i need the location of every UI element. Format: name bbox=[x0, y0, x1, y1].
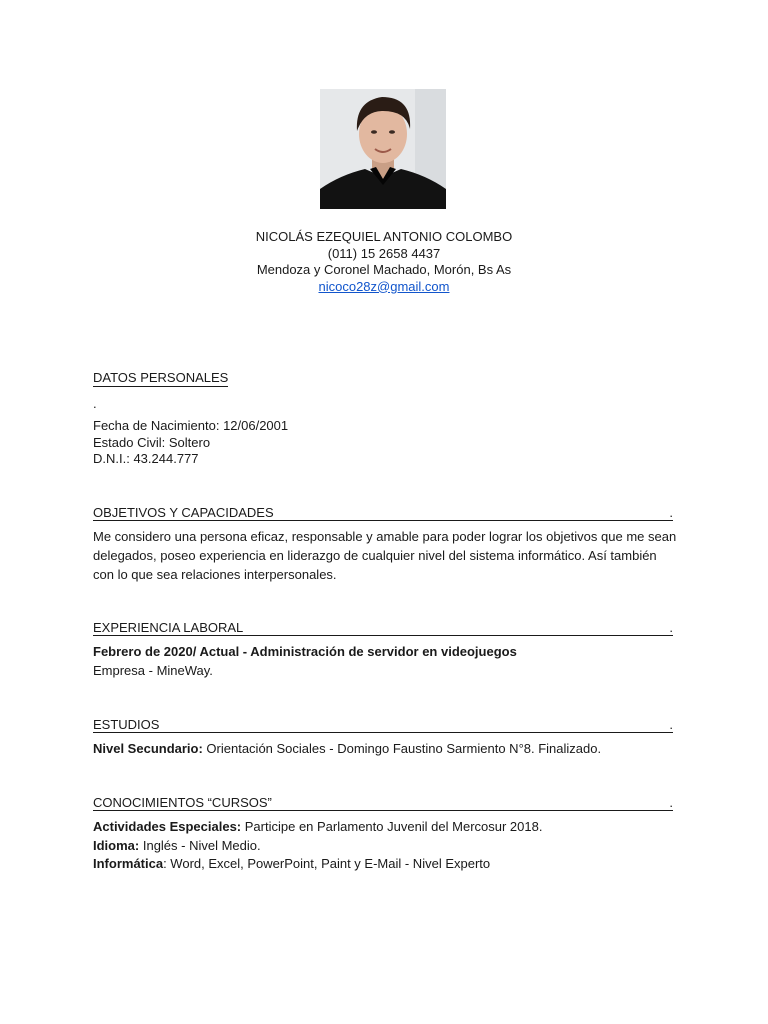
item-label: Actividades Especiales: bbox=[93, 819, 242, 834]
candidate-name: NICOLÁS EZEQUIEL ANTONIO COLOMBO bbox=[255, 229, 513, 244]
estudios-content bbox=[93, 740, 601, 759]
objetivos-dot: . bbox=[669, 505, 673, 520]
section-title-estudios bbox=[93, 717, 673, 733]
marital-status: Estado Civil: Soltero bbox=[93, 434, 211, 450]
section-datos-personales bbox=[93, 370, 228, 387]
job-role: Febrero de 2020/ Actual - Administración de servidor en videojuegos bbox=[93, 644, 517, 659]
list-item bbox=[93, 837, 542, 856]
experiencia-dot: . bbox=[669, 620, 673, 635]
item-label: Idioma: bbox=[93, 837, 140, 853]
item-text: Participe en Parlamento Juvenil del Mercosur 2018. bbox=[241, 819, 543, 834]
datos-fields bbox=[93, 418, 288, 468]
contact-header bbox=[0, 229, 768, 295]
section-title-conocimientos bbox=[93, 795, 673, 811]
birth-date: Fecha de Nacimiento: 12/06/2001 bbox=[93, 418, 289, 433]
experiencia-title-text: EXPERIENCIA LABORAL bbox=[93, 620, 244, 635]
section-title-datos-personales: DATOS PERSONALES bbox=[93, 370, 229, 385]
profile-photo bbox=[320, 89, 446, 209]
conocimientos-dot: . bbox=[669, 795, 673, 810]
job-company: Empresa - MineWay. bbox=[93, 662, 213, 678]
phone-number: (011) 15 2658 4437 bbox=[327, 245, 441, 261]
list-item bbox=[93, 855, 542, 874]
conocimientos-list bbox=[93, 818, 542, 874]
estudios-title-text: ESTUDIOS bbox=[93, 717, 160, 732]
objetivos-title-text: OBJETIVOS Y CAPACIDADES bbox=[93, 505, 274, 520]
section-title-objetivos bbox=[93, 505, 673, 521]
estudios-text: Orientación Sociales - Domingo Faustino Sarmiento N°8. Finalizado. bbox=[202, 741, 602, 756]
estudios-dot: . bbox=[669, 717, 673, 732]
item-text: : Word, Excel, PowerPoint, Paint y E-Mail - Nivel Experto bbox=[163, 856, 491, 871]
email-link[interactable]: nicoco28z@gmail.com bbox=[318, 278, 450, 294]
objetivos-text: Me considero una persona eficaz, responsable y amable para poder lograr los objetivos que me sean delegados, poseo experiencia en liderazgo de cualquier nivel del sistema informático. Así también con lo que sea relaciones interpersonales. bbox=[93, 529, 677, 582]
list-item bbox=[93, 818, 542, 837]
conocimientos-title-text: CONOCIMIENTOS “CURSOS” bbox=[93, 795, 272, 810]
section-title-experiencia bbox=[93, 620, 673, 636]
estudios-label: Nivel Secundario: bbox=[93, 741, 203, 756]
datos-dot: . bbox=[93, 396, 97, 411]
item-label: Informática bbox=[93, 856, 164, 871]
experiencia-content bbox=[93, 643, 517, 680]
dni: D.N.I.: 43.244.777 bbox=[93, 451, 199, 466]
item-text: Inglés - Nivel Medio. bbox=[139, 837, 261, 853]
address: Mendoza y Coronel Machado, Morón, Bs As bbox=[256, 262, 512, 277]
